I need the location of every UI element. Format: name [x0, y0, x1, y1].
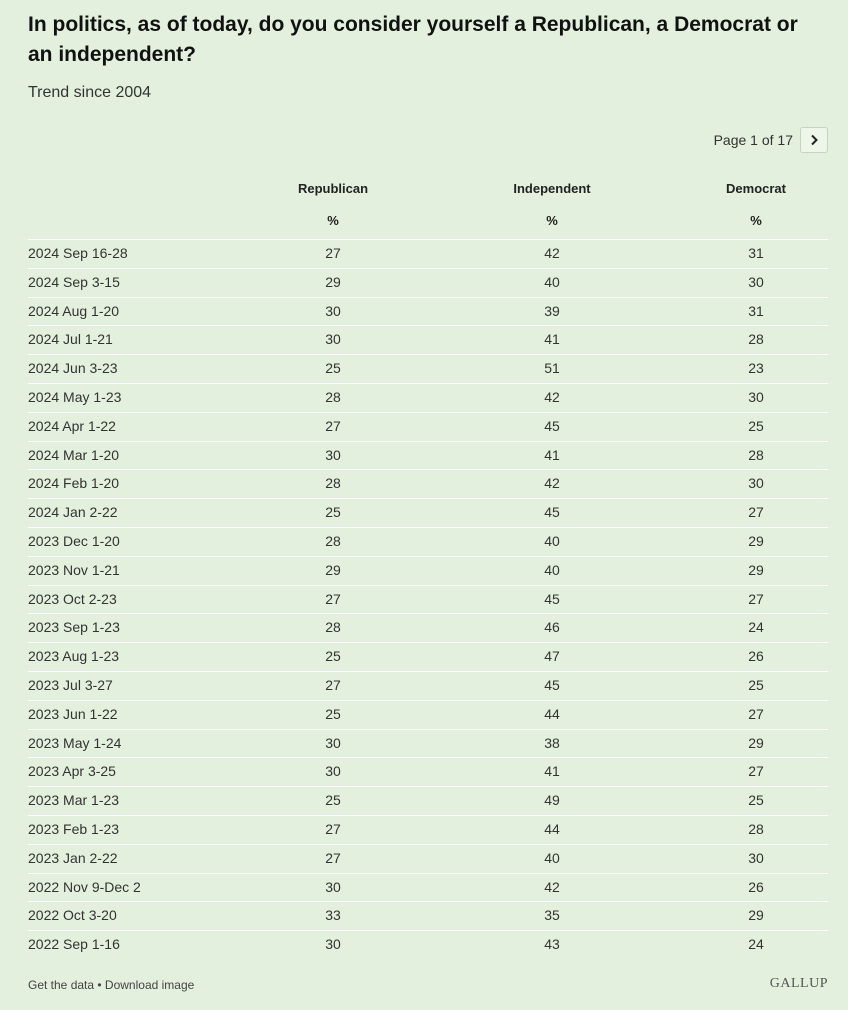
- cell-democrat: 30: [748, 849, 764, 866]
- row-date: 2023 Oct 2-23: [28, 590, 117, 607]
- cell-democrat: 28: [748, 331, 764, 348]
- row-date: 2024 Sep 16-28: [28, 245, 128, 261]
- cell-democrat: 29: [748, 907, 764, 924]
- table-row: [28, 901, 828, 930]
- table-row: [28, 815, 828, 844]
- cell-democrat: 27: [748, 763, 764, 780]
- row-date: 2023 Jul 3-27: [28, 676, 113, 693]
- cell-independent: 45: [544, 417, 560, 434]
- cell-republican: 27: [325, 820, 341, 837]
- data-table-body: [28, 239, 828, 959]
- table-row: [28, 239, 828, 268]
- table-row: [28, 930, 828, 959]
- cell-independent: 39: [544, 302, 560, 319]
- cell-democrat: 27: [748, 504, 764, 521]
- cell-democrat: 29: [748, 734, 764, 751]
- column-header-independent: Independent: [513, 181, 591, 196]
- cell-democrat: 24: [748, 619, 764, 636]
- cell-independent: 41: [544, 763, 560, 780]
- cell-republican: 27: [325, 849, 341, 866]
- cell-republican: 27: [325, 676, 341, 693]
- cell-independent: 44: [544, 820, 560, 837]
- cell-republican: 25: [325, 792, 341, 809]
- cell-republican: 28: [325, 619, 341, 636]
- cell-independent: 41: [544, 446, 560, 463]
- row-date: 2022 Sep 1-16: [28, 936, 120, 953]
- table-row: [28, 585, 828, 614]
- row-date: 2023 Jun 1-22: [28, 705, 118, 722]
- table-row: [28, 613, 828, 642]
- cell-democrat: 28: [748, 446, 764, 463]
- footer-links: [28, 978, 194, 992]
- cell-republican: 30: [325, 302, 341, 319]
- cell-republican: 25: [325, 504, 341, 521]
- table-row: [28, 786, 828, 815]
- table-row: [28, 700, 828, 729]
- get-data-link[interactable]: Get the data: [28, 978, 95, 992]
- cell-republican: 29: [325, 273, 341, 290]
- cell-independent: 44: [544, 705, 560, 722]
- chart-subtitle: Trend since 2004: [28, 84, 152, 101]
- cell-republican: 28: [325, 532, 341, 549]
- cell-independent: 40: [544, 849, 560, 866]
- cell-independent: 51: [544, 360, 560, 377]
- table-row: [28, 412, 828, 441]
- footer-separator: •: [94, 978, 105, 992]
- cell-independent: 38: [544, 734, 560, 751]
- row-date: 2024 Sep 3-15: [28, 273, 120, 290]
- cell-independent: 42: [544, 388, 560, 405]
- cell-independent: 47: [544, 648, 560, 665]
- row-date: 2023 May 1-24: [28, 734, 122, 751]
- gallup-logo: GALLUP: [769, 976, 828, 991]
- cell-democrat: 27: [748, 590, 764, 607]
- table-row: [28, 527, 828, 556]
- row-date: 2024 Apr 1-22: [28, 417, 116, 434]
- pagination: [714, 127, 828, 153]
- row-date: 2024 Mar 1-20: [28, 446, 120, 463]
- cell-independent: 35: [544, 907, 560, 924]
- cell-republican: 30: [325, 734, 341, 751]
- cell-democrat: 27: [748, 705, 764, 722]
- cell-democrat: 26: [748, 648, 764, 665]
- cell-independent: 43: [544, 936, 560, 953]
- cell-republican: 27: [325, 590, 341, 607]
- table-row: [28, 642, 828, 671]
- cell-republican: 30: [325, 446, 341, 463]
- cell-republican: 29: [325, 561, 341, 578]
- cell-independent: 40: [544, 532, 560, 549]
- cell-democrat: 30: [748, 388, 764, 405]
- row-date: 2024 Jul 1-21: [28, 331, 113, 348]
- cell-democrat: 29: [748, 561, 764, 578]
- cell-republican: 25: [325, 360, 341, 377]
- table-row: [28, 844, 828, 873]
- cell-republican: 30: [325, 763, 341, 780]
- page-indicator: Page 1 of 17: [713, 132, 793, 148]
- cell-independent: 41: [544, 331, 560, 348]
- chart-title: In politics, as of today, do you consider yourself a Republican, a Democrat or an independent?: [28, 13, 798, 66]
- row-date: 2022 Oct 3-20: [28, 907, 117, 924]
- cell-democrat: 30: [748, 273, 764, 290]
- cell-democrat: 29: [748, 532, 764, 549]
- row-date: 2024 Feb 1-20: [28, 475, 120, 492]
- cell-democrat: 24: [748, 936, 764, 953]
- cell-republican: 27: [325, 245, 341, 261]
- table-row: [28, 757, 828, 786]
- cell-republican: 27: [325, 417, 341, 434]
- table-row: [28, 498, 828, 527]
- cell-republican: 28: [325, 388, 341, 405]
- cell-democrat: 30: [748, 475, 764, 492]
- column-header-democrat: Democrat: [726, 181, 786, 196]
- row-date: 2023 Nov 1-21: [28, 561, 120, 578]
- column-unit-independent: %: [546, 213, 558, 228]
- cell-democrat: 28: [748, 820, 764, 837]
- table-row: [28, 297, 828, 326]
- table-row: [28, 325, 828, 354]
- cell-republican: 30: [325, 331, 341, 348]
- table-row: [28, 556, 828, 585]
- table-row: [28, 441, 828, 470]
- download-image-link[interactable]: Download image: [104, 978, 195, 992]
- next-page-button[interactable]: [800, 127, 828, 153]
- column-header-republican: Republican: [297, 181, 369, 196]
- cell-democrat: 26: [748, 878, 764, 895]
- cell-democrat: 23: [748, 360, 764, 377]
- row-date: 2023 Apr 3-25: [28, 763, 116, 780]
- table-row: [28, 671, 828, 700]
- table-row: [28, 729, 828, 758]
- row-date: 2023 Dec 1-20: [28, 532, 120, 549]
- cell-republican: 30: [325, 936, 341, 953]
- cell-democrat: 25: [748, 417, 764, 434]
- row-date: 2024 May 1-23: [28, 388, 122, 405]
- row-date: 2024 Jun 3-23: [28, 360, 118, 377]
- cell-independent: 40: [544, 561, 560, 578]
- cell-republican: 30: [325, 878, 341, 895]
- cell-republican: 25: [325, 648, 341, 665]
- cell-independent: 40: [544, 273, 560, 290]
- cell-independent: 46: [544, 619, 560, 636]
- table-row: [28, 383, 828, 412]
- cell-independent: 42: [544, 245, 560, 261]
- row-date: 2023 Aug 1-23: [28, 648, 120, 665]
- cell-republican: 25: [325, 705, 341, 722]
- column-unit-republican: %: [327, 213, 339, 228]
- cell-republican: 33: [325, 907, 341, 924]
- row-date: 2023 Sep 1-23: [28, 619, 120, 636]
- cell-independent: 49: [544, 792, 560, 809]
- cell-democrat: 25: [748, 792, 764, 809]
- chevron-right-icon: [809, 134, 819, 146]
- row-date: 2024 Jan 2-22: [28, 504, 118, 521]
- row-date: 2024 Aug 1-20: [28, 302, 120, 319]
- cell-democrat: 31: [748, 245, 764, 261]
- column-unit-democrat: %: [750, 213, 762, 228]
- cell-independent: 45: [544, 676, 560, 693]
- table-row: [28, 354, 828, 383]
- row-date: 2023 Jan 2-22: [28, 849, 118, 866]
- row-date: 2023 Feb 1-23: [28, 820, 120, 837]
- table-row: [28, 268, 828, 297]
- cell-independent: 45: [544, 504, 560, 521]
- row-date: 2022 Nov 9-Dec 2: [28, 878, 141, 895]
- cell-democrat: 25: [748, 676, 764, 693]
- cell-independent: 42: [544, 475, 560, 492]
- cell-republican: 28: [325, 475, 341, 492]
- cell-independent: 45: [544, 590, 560, 607]
- cell-independent: 42: [544, 878, 560, 895]
- table-row: [28, 469, 828, 498]
- table-row: [28, 873, 828, 902]
- row-date: 2023 Mar 1-23: [28, 792, 120, 809]
- cell-democrat: 31: [748, 302, 764, 319]
